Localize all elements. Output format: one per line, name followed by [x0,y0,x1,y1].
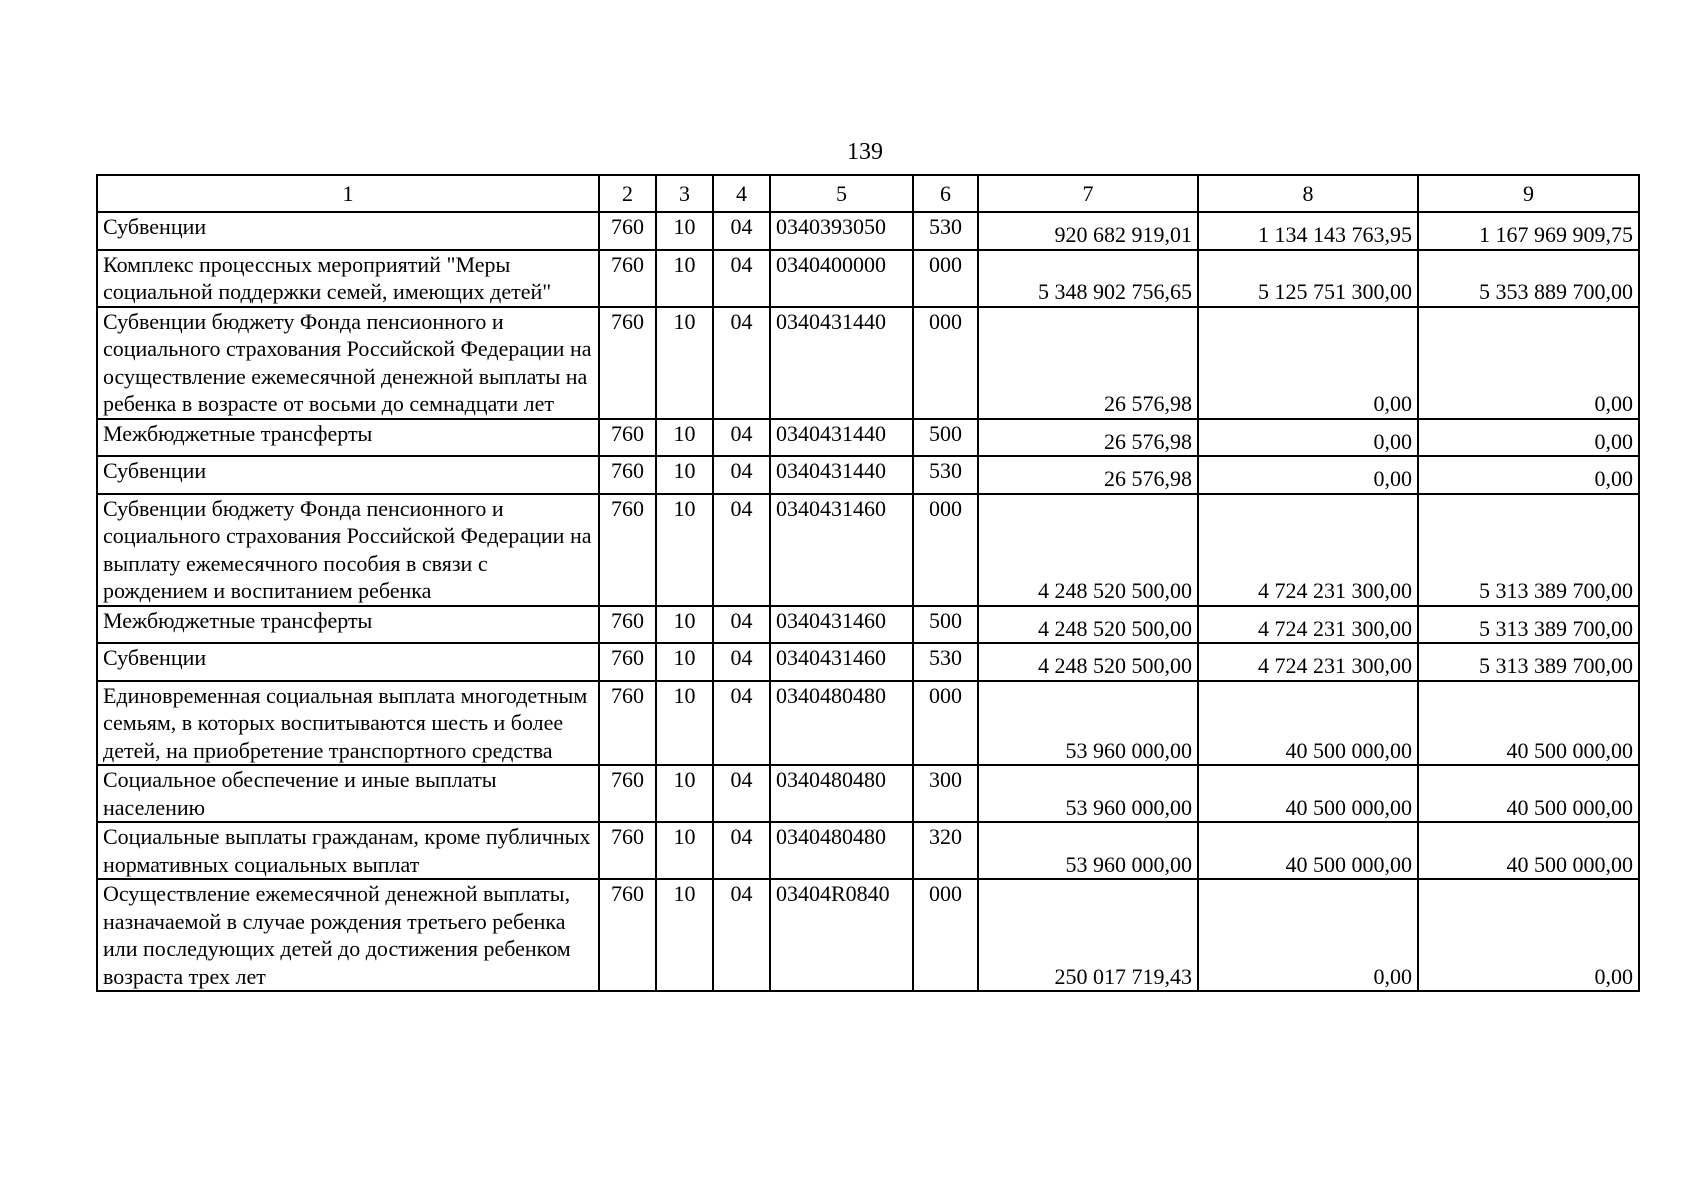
table-body [97,175,1639,991]
row-code-cell: 760 [599,419,656,457]
row-amount-cell: 40 500 000,00 [1198,765,1418,822]
row-code-cell: 04 [713,456,770,494]
row-code-cell: 0340431440 [770,307,913,419]
table-row [97,212,1639,250]
row-name-cell: Субвенции бюджету Фонда пенсионного и социального страхования Российской Федерации на осуществление ежемесячной денежной выплаты на ребенка в возрасте от восьми до семнадцати лет [97,307,599,419]
row-code-cell: 04 [713,494,770,606]
row-code-cell: 10 [656,456,713,494]
row-code-cell: 0340431460 [770,494,913,606]
row-code-cell: 0340431440 [770,419,913,457]
row-amount-cell: 5 313 389 700,00 [1418,494,1639,606]
row-code-cell: 0340431460 [770,606,913,644]
row-amount-cell: 5 313 389 700,00 [1418,606,1639,644]
row-amount-cell: 0,00 [1418,879,1639,991]
table-row [97,879,1639,991]
row-code-cell: 000 [913,879,978,991]
table-row [97,419,1639,457]
row-code-cell: 0340431460 [770,643,913,681]
row-name-cell: Субвенции [97,456,599,494]
column-header: 2 [599,175,656,212]
row-code-cell: 04 [713,307,770,419]
row-code-cell: 04 [713,681,770,766]
column-header: 1 [97,175,599,212]
row-amount-cell: 1 167 969 909,75 [1418,212,1639,250]
row-amount-cell: 0,00 [1198,307,1418,419]
row-name-cell: Социальные выплаты гражданам, кроме публичных нормативных социальных выплат [97,822,599,879]
row-amount-cell: 0,00 [1418,456,1639,494]
row-name-cell: Межбюджетные трансферты [97,606,599,644]
budget-table [96,174,1640,992]
column-header: 7 [978,175,1198,212]
row-code-cell: 000 [913,307,978,419]
table-row [97,456,1639,494]
row-name-cell: Комплекс процессных мероприятий "Меры социальной поддержки семей, имеющих детей" [97,250,599,307]
row-code-cell: 04 [713,822,770,879]
row-amount-cell: 53 960 000,00 [978,822,1198,879]
row-amount-cell: 250 017 719,43 [978,879,1198,991]
row-amount-cell: 0,00 [1418,307,1639,419]
column-header: 6 [913,175,978,212]
row-name-cell: Субвенции [97,643,599,681]
row-amount-cell: 0,00 [1198,456,1418,494]
table-row [97,822,1639,879]
row-amount-cell: 5 353 889 700,00 [1418,250,1639,307]
row-code-cell: 04 [713,879,770,991]
row-code-cell: 10 [656,212,713,250]
row-code-cell: 000 [913,681,978,766]
row-code-cell: 760 [599,606,656,644]
row-amount-cell: 4 724 231 300,00 [1198,606,1418,644]
row-code-cell: 760 [599,456,656,494]
row-amount-cell: 4 248 520 500,00 [978,494,1198,606]
column-header: 5 [770,175,913,212]
row-amount-cell: 4 248 520 500,00 [978,643,1198,681]
row-code-cell: 0340480480 [770,822,913,879]
table-row [97,494,1639,606]
row-code-cell: 320 [913,822,978,879]
row-code-cell: 760 [599,494,656,606]
row-code-cell: 10 [656,419,713,457]
table-row [97,765,1639,822]
row-amount-cell: 53 960 000,00 [978,765,1198,822]
row-amount-cell: 4 248 520 500,00 [978,606,1198,644]
row-code-cell: 760 [599,879,656,991]
row-amount-cell: 40 500 000,00 [1418,822,1639,879]
row-code-cell: 300 [913,765,978,822]
row-amount-cell: 53 960 000,00 [978,681,1198,766]
table-row [97,643,1639,681]
row-amount-cell: 5 313 389 700,00 [1418,643,1639,681]
row-code-cell: 000 [913,250,978,307]
row-code-cell: 760 [599,822,656,879]
row-code-cell: 0340393050 [770,212,913,250]
row-code-cell: 530 [913,212,978,250]
row-amount-cell: 40 500 000,00 [1418,681,1639,766]
row-name-cell: Субвенции бюджету Фонда пенсионного и социального страхования Российской Федерации на выплату ежемесячного пособия в связи с рождением и воспитанием ребенка [97,494,599,606]
row-code-cell: 10 [656,681,713,766]
row-code-cell: 760 [599,307,656,419]
row-code-cell: 760 [599,212,656,250]
row-amount-cell: 26 576,98 [978,456,1198,494]
row-code-cell: 04 [713,765,770,822]
row-code-cell: 760 [599,250,656,307]
table-row [97,681,1639,766]
row-code-cell: 04 [713,643,770,681]
column-header: 9 [1418,175,1639,212]
row-code-cell: 760 [599,765,656,822]
column-header: 3 [656,175,713,212]
table-row [97,606,1639,644]
row-amount-cell: 40 500 000,00 [1198,822,1418,879]
row-amount-cell: 920 682 919,01 [978,212,1198,250]
row-code-cell: 760 [599,643,656,681]
column-header: 4 [713,175,770,212]
row-code-cell: 530 [913,456,978,494]
row-code-cell: 04 [713,606,770,644]
row-code-cell: 10 [656,879,713,991]
row-amount-cell: 40 500 000,00 [1418,765,1639,822]
row-code-cell: 10 [656,606,713,644]
table-row [97,250,1639,307]
row-code-cell: 10 [656,307,713,419]
row-code-cell: 0340480480 [770,681,913,766]
row-amount-cell: 5 348 902 756,65 [978,250,1198,307]
row-code-cell: 10 [656,250,713,307]
row-amount-cell: 0,00 [1418,419,1639,457]
row-amount-cell: 26 576,98 [978,419,1198,457]
row-name-cell: Социальное обеспечение и иные выплаты населению [97,765,599,822]
table-row [97,307,1639,419]
row-amount-cell: 0,00 [1198,879,1418,991]
row-code-cell: 760 [599,681,656,766]
row-code-cell: 10 [656,822,713,879]
row-code-cell: 0340400000 [770,250,913,307]
row-amount-cell: 1 134 143 763,95 [1198,212,1418,250]
row-amount-cell: 26 576,98 [978,307,1198,419]
row-amount-cell: 4 724 231 300,00 [1198,494,1418,606]
row-code-cell: 0340480480 [770,765,913,822]
row-name-cell: Субвенции [97,212,599,250]
row-amount-cell: 4 724 231 300,00 [1198,643,1418,681]
row-code-cell: 530 [913,643,978,681]
row-code-cell: 10 [656,494,713,606]
header-row [97,175,1639,212]
row-code-cell: 04 [713,212,770,250]
row-name-cell: Межбюджетные трансферты [97,419,599,457]
row-code-cell: 04 [713,250,770,307]
row-amount-cell: 5 125 751 300,00 [1198,250,1418,307]
row-code-cell: 03404R0840 [770,879,913,991]
row-code-cell: 000 [913,494,978,606]
row-code-cell: 10 [656,765,713,822]
column-header: 8 [1198,175,1418,212]
row-name-cell: Осуществление ежемесячной денежной выплаты, назначаемой в случае рождения третьего ребенка или последующих детей до достижения ребенком возраста трех лет [97,879,599,991]
row-amount-cell: 0,00 [1198,419,1418,457]
row-code-cell: 0340431440 [770,456,913,494]
row-code-cell: 500 [913,606,978,644]
row-code-cell: 10 [656,643,713,681]
row-amount-cell: 40 500 000,00 [1198,681,1418,766]
row-name-cell: Единовременная социальная выплата многодетным семьям, в которых воспитываются шесть и более детей, на приобретение транспортного средства [97,681,599,766]
page-number: 139 [847,139,883,165]
row-code-cell: 04 [713,419,770,457]
row-code-cell: 500 [913,419,978,457]
